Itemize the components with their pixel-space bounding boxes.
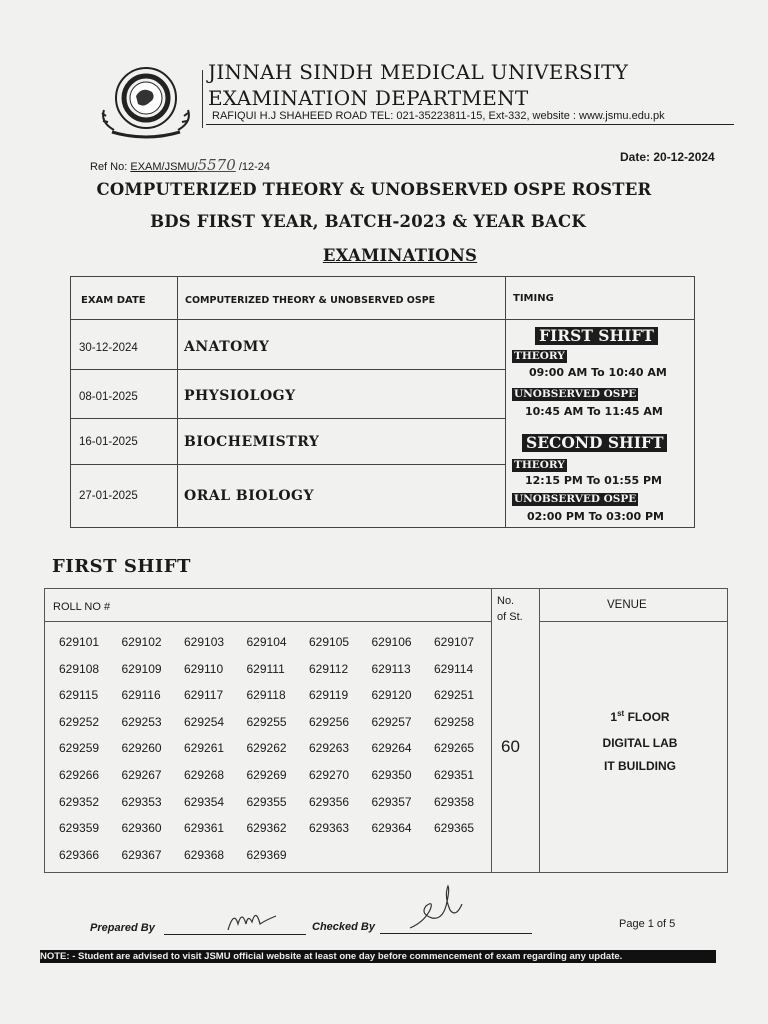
venue-building: IT BUILDING [604,759,676,773]
roll-number: 629351 [434,768,475,782]
roll-number: 629265 [434,741,475,756]
venue-floor-text: FLOOR [624,710,670,724]
exam-subject: BIOCHEMISTRY [184,434,320,450]
roll-number: 629120 [371,688,412,703]
roll-number: 629367 [121,847,162,862]
exam-subject: PHYSIOLOGY [184,388,296,404]
roll-number: 629270 [309,768,350,782]
second-ospe-time: 02:00 PM To 03:00 PM [527,510,664,523]
roster-title: COMPUTERIZED THEORY & UNOBSERVED OSPE ROSTER [96,180,652,199]
ospe-label: UNOBSERVED OSPE [514,388,637,400]
roll-number: 629267 [121,768,162,782]
roll-number: 629368 [184,847,225,862]
roll-number: 629107 [434,635,475,649]
roll-number: 629104 [246,635,287,649]
roll-number-header: ROLL NO # [53,601,111,613]
roll-number: 629363 [309,821,350,836]
roll-number: 629117 [184,688,224,703]
roll-number: 629362 [246,821,287,836]
roll-number: 629357 [371,794,412,809]
exam-date: 08-01-2025 [79,391,138,403]
roll-number: 629251 [434,688,475,703]
roll-number: 629252 [59,714,100,729]
roll-number: 629369 [246,847,287,862]
venue-floor [555,709,725,724]
ref-handwritten-number: 5570 [197,156,236,174]
roll-number-table [44,588,728,873]
roll-number: 629110 [184,661,224,676]
roll-number: 629356 [309,794,350,809]
roll-number: 629116 [121,688,161,703]
exam-subject: ANATOMY [184,339,270,355]
prepared-by-signature [222,906,282,936]
theory-label: THEORY [514,350,565,362]
checked-by-signature [404,884,474,934]
roll-number: 629111 [246,661,285,676]
roll-number: 629112 [309,661,349,676]
roll-number: 629365 [434,821,475,836]
header-divider [202,70,203,128]
venue-lab: DIGITAL LAB [602,736,678,750]
exam-subject: ORAL BIOLOGY [184,488,314,504]
student-count: 60 [501,737,520,756]
roll-number: 629102 [121,635,162,649]
roll-number: 629354 [184,794,225,809]
roll-number: 629352 [59,794,100,809]
roll-number: 629353 [121,794,162,809]
header-rule [206,124,734,125]
roll-number: 629255 [246,714,287,729]
venue-floor-number: 1 [610,710,618,724]
roll-number: 629269 [246,768,287,782]
roll-number: 629268 [184,768,225,782]
reference-number [90,156,270,174]
second-shift-banner: SECOND SHIFT [522,434,667,452]
roll-number: 629263 [309,741,350,756]
roll-number: 629109 [121,661,162,676]
roll-number: 629256 [309,714,350,729]
prepared-by-label: Prepared By [90,922,155,934]
first-theory-time: 09:00 AM To 10:40 AM [529,366,667,379]
first-shift-banner: FIRST SHIFT [535,327,658,345]
ref-prefix: Ref No: [90,161,131,173]
roll-number: 629266 [59,768,100,782]
roll-number: 629366 [59,847,100,862]
university-seal-logo [98,64,194,140]
venue-floor-suffix: st [617,709,625,718]
university-name: JINNAH SINDH MEDICAL UNIVERSITY [208,60,629,84]
roll-number: 629118 [246,688,286,703]
first-shift-heading: FIRST SHIFT [52,556,191,577]
roll-number: 629105 [309,635,350,649]
exam-date: 30-12-2024 [79,342,138,354]
roll-number: 629257 [371,714,412,729]
roll-number: 629260 [121,741,162,756]
first-ospe-time: 10:45 AM To 11:45 AM [525,405,663,418]
roll-number: 629115 [59,688,99,703]
checked-by-label: Checked By [312,921,375,933]
roll-number: 629258 [434,714,475,729]
exam-date: 27-01-2025 [79,490,138,502]
second-theory-time: 12:15 PM To 01:55 PM [525,474,662,487]
header-timing: TIMING [513,293,554,304]
roll-number: 629350 [371,768,412,782]
roll-number: 629364 [371,821,412,836]
ref-suffix: /12-24 [235,161,271,173]
roll-number: 629108 [59,661,100,676]
roll-number: 629262 [246,741,287,756]
theory-label: THEORY [514,459,565,471]
roll-number: 629360 [121,821,162,836]
exam-schedule-table [70,276,695,528]
count-header-line1: No. [497,595,515,607]
roll-number: 629113 [371,661,411,676]
roll-number: 629254 [184,714,225,729]
footer-note: NOTE: - Student are advised to visit JSMU official website at least one day before commencement of exam regarding any update. [40,950,716,963]
university-address: RAFIQUI H.J SHAHEED ROAD TEL: 021-35223811-15, Ext-332, website : www.jsmu.edu.pk [212,110,665,122]
roll-number: 629259 [59,741,100,756]
roll-number: 629114 [434,661,474,676]
student-count-header [497,593,523,625]
exam-date: 16-01-2025 [79,436,138,448]
roll-number: 629101 [59,635,100,649]
count-header-line2: of St. [497,611,523,623]
roll-number: 629355 [246,794,287,809]
roll-number: 629359 [59,821,100,836]
venue-header: VENUE [607,599,647,611]
department-name: EXAMINATION DEPARTMENT [208,86,529,110]
roll-number: 629106 [371,635,412,649]
document-date: Date: 20-12-2024 [620,150,715,164]
header-subject: COMPUTERIZED THEORY & UNOBSERVED OSPE [185,295,436,306]
roll-number: 629119 [309,688,349,703]
roll-number: 629264 [371,741,412,756]
roll-number: 629103 [184,635,225,649]
page-number: Page 1 of 5 [619,918,676,930]
ospe-label: UNOBSERVED OSPE [514,493,637,505]
ref-code: EXAM/JSMU/ [130,161,198,173]
roll-number: 629261 [184,741,225,756]
roll-number: 629253 [121,714,162,729]
roll-number: 629361 [184,821,225,836]
roster-subtitle-2: EXAMINATIONS [322,246,478,265]
roster-subtitle: BDS FIRST YEAR, BATCH-2023 & YEAR BACK [150,212,586,231]
roll-number: 629358 [434,794,475,809]
header-exam-date: EXAM DATE [81,295,146,306]
